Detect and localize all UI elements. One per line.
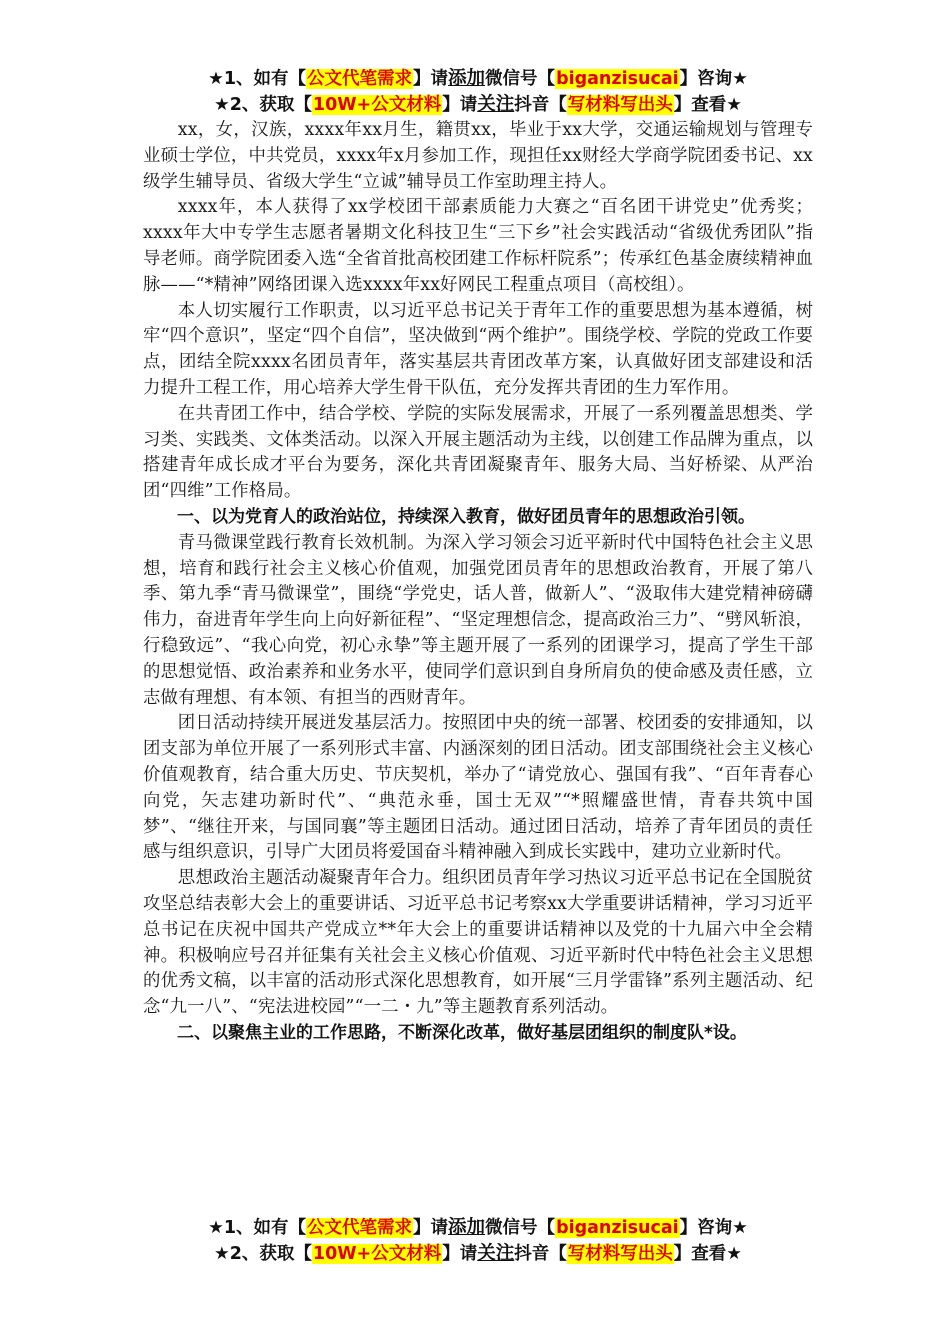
promo-text: 微信号【 (485, 69, 556, 89)
promo-highlight: 写材料写出头 (567, 95, 673, 115)
promo-highlight: 公文代笔需求 (307, 69, 413, 89)
promo-line-2 (143, 1241, 813, 1267)
promo-text: 】请 (413, 1218, 449, 1238)
promo-text: ★2、获取【 (214, 1244, 312, 1264)
body-paragraph: xxxx年，本人获得了xx学校团干部素质能力大赛之“百名团干讲党史”优秀奖；xxxx年大中专学生志愿者暑期文化科技卫生“三下乡”社会实践活动“省级优秀团队”指导老师。商学院团委入选“全省首批高校团建工作标杆院系”；传承红色基金赓续精神血脉——“*精神”网络团课入选xxxx年xx好网民工程重点项目（高校组）。 (143, 197, 813, 295)
body-paragraph: 在共青团工作中，结合学校、学院的实际发展需求，开展了一系列覆盖思想类、学习类、实践类、文体类活动。以深入开展主题活动为主线，以创建工作品牌为重点，以搭建青年成长成才平台为要务，深化共青团凝聚青年、服务大局、当好桥梁、从严治团“四维”工作格局。 (143, 403, 813, 502)
promo-banner-top (143, 66, 813, 118)
document-page (143, 66, 813, 1047)
promo-underlined: 关注 (477, 94, 515, 115)
promo-text: 】请 (442, 1244, 478, 1264)
promo-underlined: 关注 (477, 1243, 515, 1264)
promo-text: 】查看★ (673, 95, 742, 115)
promo-text: 】咨询★ (679, 1218, 748, 1238)
body-paragraph: xx，女，汉族，xxxx年xx月生，籍贯xx，毕业于xx大学，交通运输规划与管理专业硕士学位，中共党员，xxxx年x月参加工作，现担任xx财经大学商学院团委书记、xx级学生辅导员、省级大学生“立诚”辅导员工作室助理主持人。 (143, 120, 813, 192)
promo-text: 】请 (442, 95, 478, 115)
promo-text: ★1、如有【 (208, 69, 307, 89)
promo-highlight: 公文代笔需求 (307, 1218, 413, 1238)
promo-text: 抖音【 (514, 1244, 567, 1264)
promo-banner-bottom (143, 1215, 813, 1267)
promo-underlined: 添加 (448, 68, 486, 89)
promo-text: 微信号【 (485, 1218, 556, 1238)
promo-text: ★2、获取【 (214, 95, 312, 115)
promo-line-2 (143, 92, 813, 118)
promo-highlight: biganzisucai (556, 1218, 679, 1238)
promo-highlight: 写材料写出头 (567, 1244, 673, 1264)
promo-highlight: biganzisucai (556, 69, 679, 89)
body-paragraph: 思想政治主题活动凝聚青年合力。组织团员青年学习热议习近平总书记在全国脱贫攻坚总结表彰大会上的重要讲话、习近平总书记考察xx大学重要讲话精神，学习习近平总书记在庆祝中国共产党成立**年大会上的重要讲话精神以及党的十九届六中全会精神。积极响应号召并征集有关社会主义核心价值观、习近平新时代中特色社会主义思想的优秀文稿，以丰富的活动形式深化思想教育，如开展“三月学雷锋”系列主题活动、纪念“九一八”、“宪法进校园”“一二・九”等主题教育系列活动。 (143, 868, 813, 1018)
promo-line-1 (143, 66, 813, 92)
section-heading: 一、以为党育人的政治站位，持续深入教育，做好团员青年的思想政治引领。 (177, 506, 755, 527)
promo-highlight: 10W+公文材料 (312, 95, 442, 115)
promo-text: ★1、如有【 (208, 1218, 307, 1238)
promo-text: 】查看★ (673, 1244, 742, 1264)
promo-underlined: 添加 (448, 1217, 486, 1238)
promo-text: 】咨询★ (679, 69, 748, 89)
section-heading: 二、以聚焦主业的工作思路，不断深化改革，做好基层团组织的制度队*设。 (177, 1022, 747, 1043)
body-paragraph: 本人切实履行工作职责，以习近平总书记关于青年工作的重要思想为基本遵循，树牢“四个意识”，坚定“四个自信”，坚决做到“两个维护”。围绕学校、学院的党政工作要点，团结全院xxxx名团员青年，落实基层共青团改革方案，认真做好团支部建设和活力提升工程工作，用心培养大学生骨干队伍，充分发挥共青团的生力军作用。 (143, 300, 813, 398)
promo-text: 】请 (413, 69, 449, 89)
promo-line-1 (143, 1215, 813, 1241)
promo-text: 抖音【 (514, 95, 567, 115)
body-paragraph: 团日活动持续开展迸发基层活力。按照团中央的统一部署、校团委的安排通知，以团支部为单位开展了一系列形式丰富、内涵深刻的团日活动。团支部围绕社会主义核心价值观教育，结合重大历史、节庆契机，举办了“请党放心、强国有我”、“百年青春心向党，矢志建功新时代”、“典范永垂，国士无双”“*照耀盛世情，青春共筑中国梦”、“继往开来，与国同襄”等主题团日活动。通过团日活动，培养了青年团员的责任感与组织意识，引导广大团员将爱国奋斗精神融入到成长实践中，建功立业新时代。 (143, 713, 813, 863)
body-paragraph: 青马微课堂践行教育长效机制。为深入学习领会习近平新时代中国特色社会主义思想，培育和践行社会主义核心价值观，加强党团员青年的思想政治教育，开展了第八季、第九季“青马微课堂”，围绕“学党史，话人普，做新人”、“汲取伟大建党精神磅礴伟力，奋进青年学生向上向好新征程”、“坚定理想信念，提高政治三力”、“劈风斩浪，行稳致远”、“我心向党，初心永挚”等主题开展了一系列的团课学习，提高了学生干部的思想觉悟、政治素养和业务水平，使同学们意识到自身所肩负的使命感及责任感，立志做有理想、有本领、有担当的西财青年。 (143, 532, 813, 708)
promo-highlight: 10W+公文材料 (312, 1244, 442, 1264)
